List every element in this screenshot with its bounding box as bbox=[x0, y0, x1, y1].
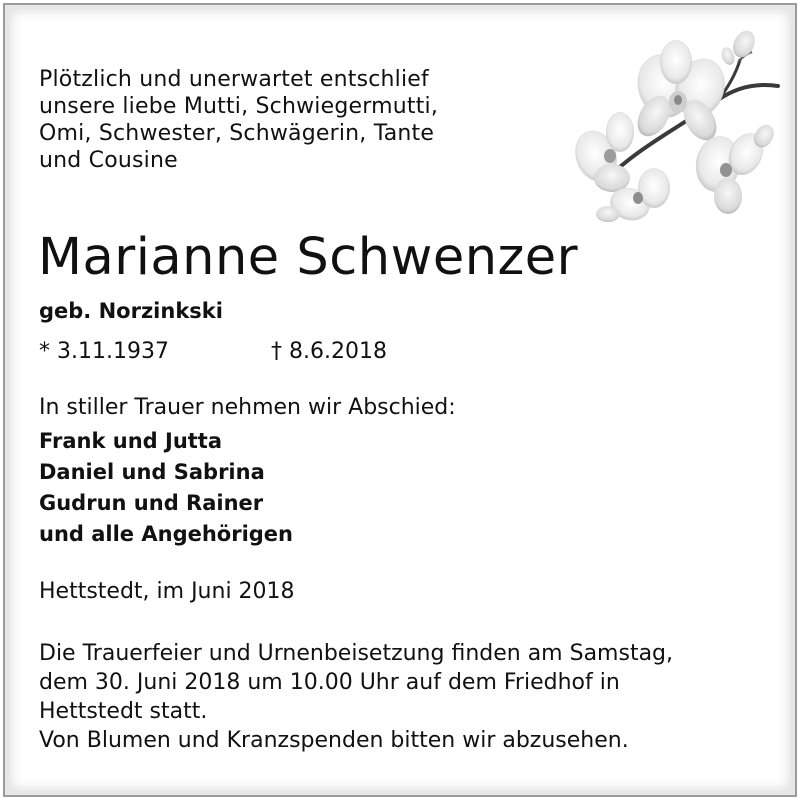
intro-line: Omi, Schwester, Schwägerin, Tante bbox=[39, 121, 435, 146]
ceremony-line: dem 30. Juni 2018 um 10.00 Uhr auf dem Friedhof in bbox=[39, 670, 620, 695]
intro-text bbox=[39, 66, 509, 174]
place-date: Hettstedt, im Juni 2018 bbox=[39, 579, 295, 604]
intro-line: Plötzlich und unerwartet entschlief bbox=[39, 67, 429, 92]
intro-line: und Cousine bbox=[39, 148, 178, 173]
ceremony-line: Von Blumen und Kranzspenden bitten wir abzusehen. bbox=[39, 728, 629, 753]
deceased-name: Marianne Schwenzer bbox=[38, 228, 579, 287]
maiden-name: geb. Norzinkski bbox=[39, 299, 223, 323]
ceremony-line: Die Trauerfeier und Urnenbeisetzung finden am Samstag, bbox=[39, 641, 674, 666]
ceremony-text bbox=[39, 639, 779, 755]
birth-date: * 3.11.1937 bbox=[39, 339, 169, 364]
mourner-entry: und alle Angehörigen bbox=[39, 522, 293, 546]
ceremony-line: Hettstedt statt. bbox=[39, 699, 208, 724]
intro-line: unsere liebe Mutti, Schwiegermutti, bbox=[39, 94, 439, 119]
orchid-branch-icon bbox=[568, 28, 782, 224]
mourning-heading: In stiller Trauer nehmen wir Abschied: bbox=[39, 395, 456, 420]
death-date: † 8.6.2018 bbox=[271, 339, 387, 364]
mourner-entry: Frank und Jutta bbox=[39, 429, 223, 453]
mourners-list bbox=[39, 426, 293, 550]
mourner-entry: Daniel und Sabrina bbox=[39, 460, 265, 484]
mourner-entry: Gudrun und Rainer bbox=[39, 491, 264, 515]
